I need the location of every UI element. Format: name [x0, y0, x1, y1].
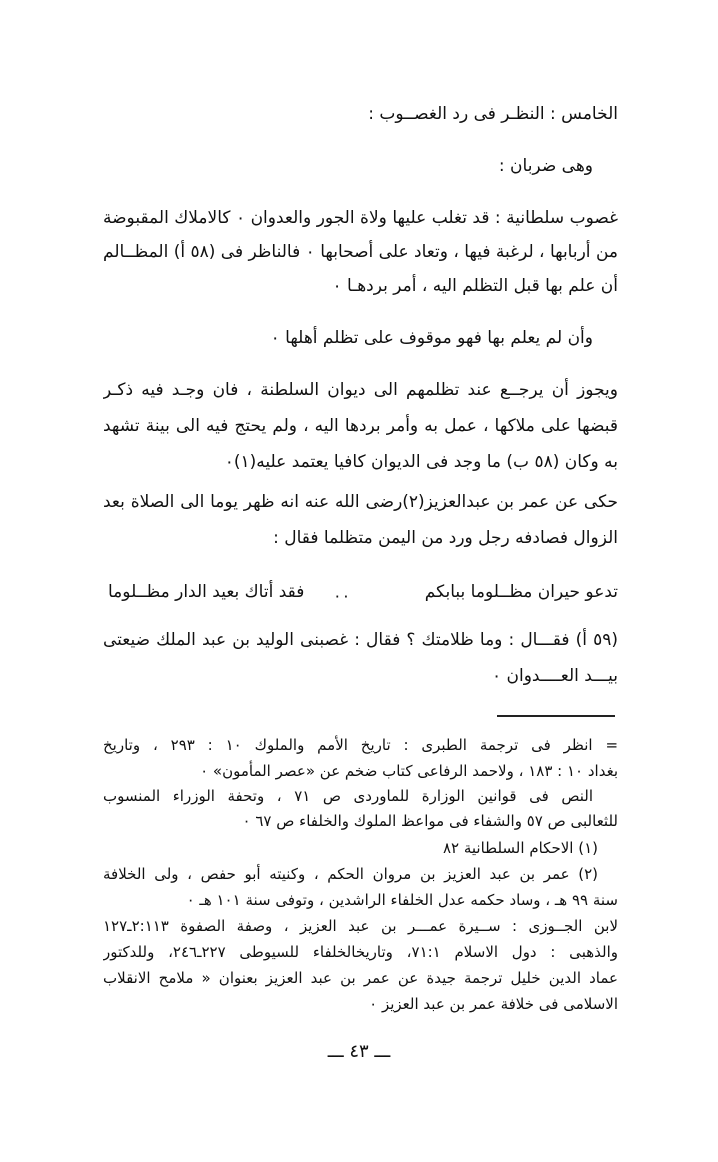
footnote-line: للثعالبى ص ٥٧ والشفاء فى مواعظ الملوك والخلفاء ص ٦٧ ٠ — [242, 812, 618, 830]
paragraph-line: من أربابها ، لرغبة فيها ، وتعاد على أصحابها ٠ فالناظر فى (٥٨ أ) المظــالم — [103, 242, 618, 262]
verse-separator: ٠٠ — [333, 586, 351, 605]
paragraph-line: (٥٩ أ) فقـــال : وما ظلامتك ؟ فقال : غصبنى الوليد بن عبد الملك ضيعتى — [103, 630, 618, 650]
paragraph-line: به وكان (٥٨ ب) ما وجد فى الديوان كافيا يعتمد عليه(١)٠ — [224, 452, 618, 472]
paragraph-line: وهى ضربان : — [498, 156, 593, 176]
paragraph-line: بيـــد العــــدوان ٠ — [491, 666, 618, 686]
paragraph-line: أن علم بها قبل التظلم اليه ، أمر بردهـا ٠ — [332, 276, 618, 296]
paragraph-line: وأن لم يعلم بها فهو موقوف على تظلم أهلها ٠ — [270, 328, 593, 348]
paragraph-line: قبضها على ملاكها ، عمل به وأمر بردها اليه ، ولم يحتج فيه الى بينة تشهد — [103, 416, 618, 436]
paragraph-line: ويجوز أن يرجــع عند تظلمهم الى ديوان السلطنة ، فان وجـد فيه ذكـر — [103, 380, 618, 400]
footnote-line: بغداد ١٠ : ١٨٣ ، ولاحمد الرفاعى كتاب ضخم عن «عصر المأمون» ٠ — [200, 762, 618, 780]
footnote-line: والذهبى : دول الاسلام ٧١:١، وتاريخالخلفاء للسيوطى ٢٢٧ـ٢٤٦، وللدكتور — [103, 943, 618, 961]
footnote-line: لابن الجــوزى : ســيرة عمـــر بن عبد العزيز ، وصفة الصفوة ٢:١١٣ـ١٢٧ — [103, 917, 618, 935]
footnote-line: سنة ٩٩ هـ ، وساد حكمه عدل الخلفاء الراشدين ، وتوفى سنة ١٠١ هـ ٠ — [186, 891, 618, 909]
footnote-line: الاسلامى فى خلافة عمر بن عبد العزيز ٠ — [369, 995, 618, 1013]
footnote-line: (١) الاحكام السلطانية ٨٢ — [442, 839, 598, 857]
footnote-line: (٢) عمر بن عبد العزيز بن مروان الحكم ، وكنيته أبو حفص ، ولى الخلافة — [103, 865, 598, 883]
footnote-line: عماد الدين خليل ترجمة جيدة عن عمر بن عبد العزيز بعنوان « ملامح الانقلاب — [103, 969, 618, 987]
footnote-separator — [497, 715, 615, 717]
verse-second-hemistich: فقد أتاك بعيد الدار مظــلوما — [108, 582, 305, 602]
paragraph-line: الزوال فصادفه رجل ورد من اليمن متظلما فقال : — [273, 528, 618, 548]
page-number: ـــ ٤٣ ـــ — [327, 1041, 391, 1062]
section-heading: الخامس : النظـر فى رد الغصــوب : — [368, 104, 618, 124]
footnote-line: النص فى قوانين الوزارة للماوردى ص ٧١ ، وتحفة الوزراء المنسوب — [103, 787, 593, 805]
verse-first-hemistich: تدعو حيران مظــلوما ببابكم — [424, 582, 618, 602]
paragraph-line: حكى عن عمر بن عبدالعزيز(٢)رضى الله عنه انه ظهر يوما الى الصلاة بعد — [103, 492, 618, 512]
footnote-line: = انظر فى ترجمة الطبرى : تاريخ الأمم والملوك ١٠ : ٢٩٣ ، وتاريخ — [103, 736, 618, 754]
paragraph-line: غصوب سلطانية : قد تغلب عليها ولاة الجور والعدوان ٠ كالاملاك المقبوضة — [103, 208, 618, 228]
